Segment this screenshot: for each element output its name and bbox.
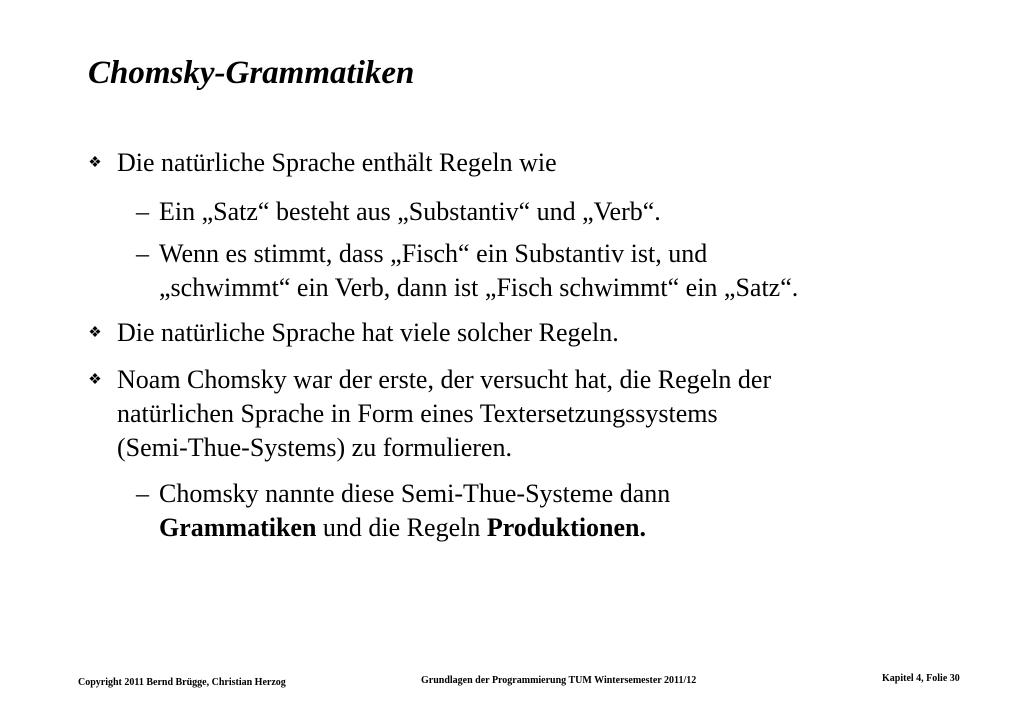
dash-bullet: – xyxy=(136,239,149,268)
diamond-bullet-icon: ❖ xyxy=(88,372,102,388)
subitem-3-1-connector: und die Regeln xyxy=(316,513,487,542)
subitem-1-2-line-1: Wenn es stimmt, dass „Fisch“ ein Substantiv ist, und xyxy=(159,239,708,268)
bullet-3-line-3: (Semi-Thue-Systems) zu formulieren. xyxy=(117,433,512,462)
diamond-bullet-icon: ❖ xyxy=(88,325,102,341)
term-produktionen: Produktionen. xyxy=(486,513,647,542)
bullet-1-text: Die natürliche Sprache enthält Regeln wie xyxy=(117,148,557,177)
subitem-1-1-text: Ein „Satz“ besteht aus „Substantiv“ und „Verb“. xyxy=(159,197,661,226)
bullet-2-text: Die natürliche Sprache hat viele solcher Regeln. xyxy=(117,318,619,347)
footer-course: Grundlagen der Programmierung TUM Wintersemester 2011/12 xyxy=(421,675,697,686)
subitem-3-1-line-1: Chomsky nannte diese Semi-Thue-Systeme dann xyxy=(159,479,671,508)
diamond-bullet-icon: ❖ xyxy=(88,155,102,171)
slide-title: Chomsky-Grammatiken xyxy=(88,55,415,91)
subitem-1-2-line-2: „schwimmt“ ein Verb, dann ist „Fisch schwimmt“ ein „Satz“. xyxy=(159,273,799,302)
footer-copyright: Copyright 2011 Bernd Brügge, Christian Herzog xyxy=(78,677,286,688)
footer-slide-ref: Kapitel 4, Folie 30 xyxy=(882,673,960,684)
bullet-3-line-1: Noam Chomsky war der erste, der versucht hat, die Regeln der xyxy=(117,365,772,394)
subitem-3-1-line-2 xyxy=(159,512,646,544)
dash-bullet: – xyxy=(136,479,149,508)
term-grammatiken: Grammatiken xyxy=(159,513,317,542)
dash-bullet: – xyxy=(136,197,149,226)
bullet-3-line-2: natürlichen Sprache in Form eines Textersetzungssystems xyxy=(117,399,718,428)
